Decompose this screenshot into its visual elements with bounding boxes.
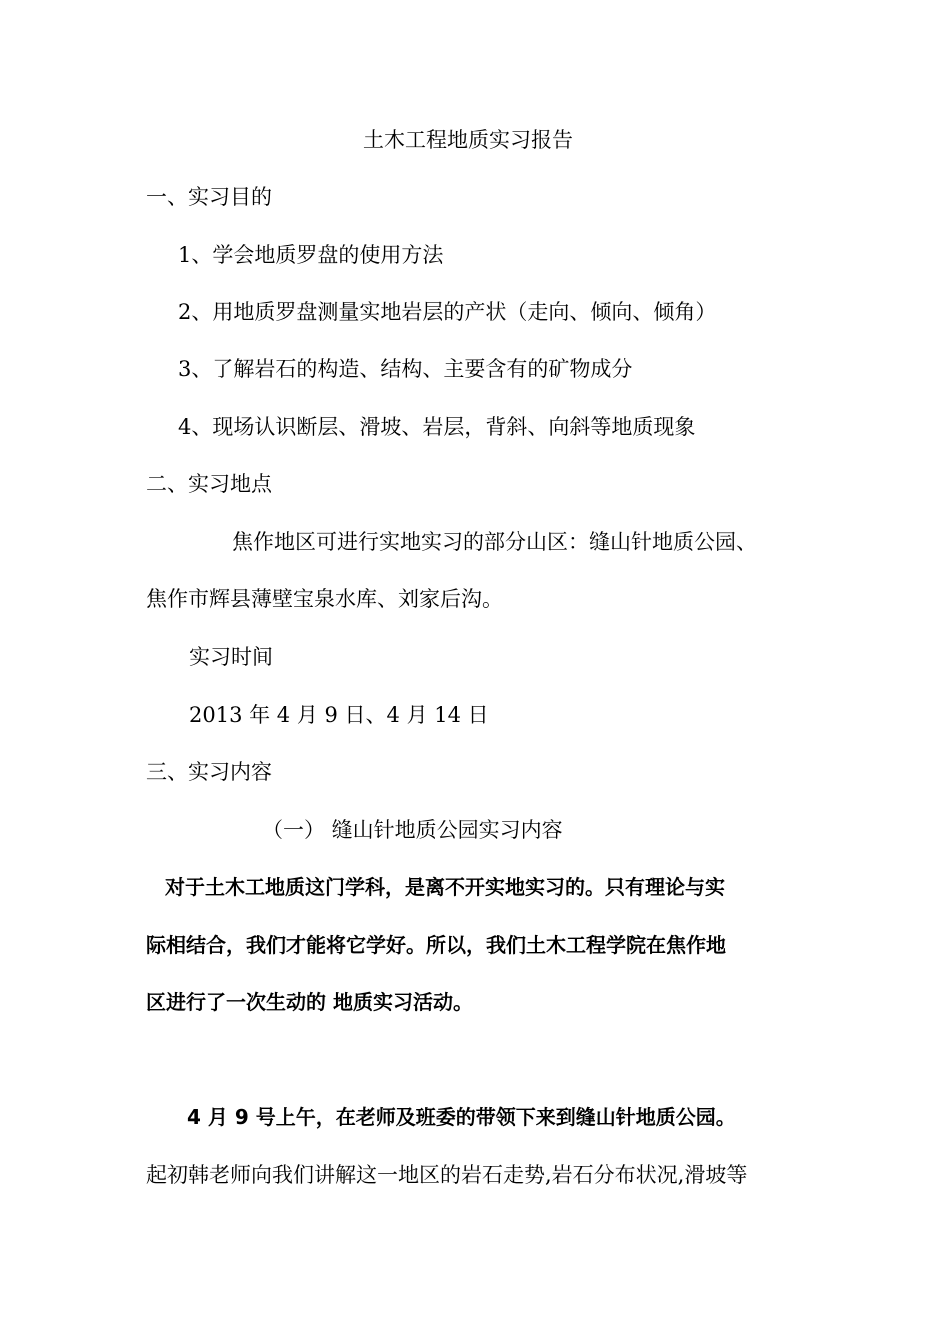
purpose-item-3: 3、了解岩石的构造、结构、主要含有的矿物成分 bbox=[178, 357, 633, 381]
paragraph-1-line-2: 际相结合，我们才能将它学好。所以，我们土木工程学院在焦作地 bbox=[146, 933, 726, 957]
section-heading-purpose: 一、实习目的 bbox=[146, 185, 272, 209]
purpose-item-4: 4、现场认识断层、滑坡、岩层，背斜、向斜等地质现象 bbox=[178, 415, 696, 439]
paragraph-2-line-2: 起初韩老师向我们讲解这一地区的岩石走势,岩石分布状况,滑坡等 bbox=[146, 1163, 748, 1187]
purpose-item-1: 1、学会地质罗盘的使用方法 bbox=[178, 243, 444, 267]
time-label: 实习时间 bbox=[189, 645, 273, 669]
paragraph-1-line-3: 区进行了一次生动的 地质实习活动。 bbox=[146, 990, 473, 1014]
time-value: 2013 年 4 月 9 日、4 月 14 日 bbox=[189, 703, 489, 727]
purpose-item-2: 2、用地质罗盘测量实地岩层的产状（走向、倾向、倾角） bbox=[178, 300, 717, 324]
paragraph-2-line-1: 4 月 9 号上午，在老师及班委的带领下来到缝山针地质公园。 bbox=[187, 1105, 736, 1129]
section-heading-content: 三、实习内容 bbox=[146, 760, 272, 784]
paragraph-1-line-1: 对于土木工地质这门学科，是离不开实地实习的。只有理论与实 bbox=[165, 875, 725, 899]
subsection-heading-park: （一） 缝山针地质公园实习内容 bbox=[262, 818, 563, 842]
location-text-line-1: 焦作地区可进行实地实习的部分山区：缝山针地质公园、 bbox=[232, 530, 757, 554]
location-text-line-2: 焦作市辉县薄壁宝泉水库、刘家后沟。 bbox=[146, 587, 503, 611]
section-heading-location: 二、实习地点 bbox=[146, 472, 272, 496]
document-title: 土木工程地质实习报告 bbox=[363, 128, 573, 152]
